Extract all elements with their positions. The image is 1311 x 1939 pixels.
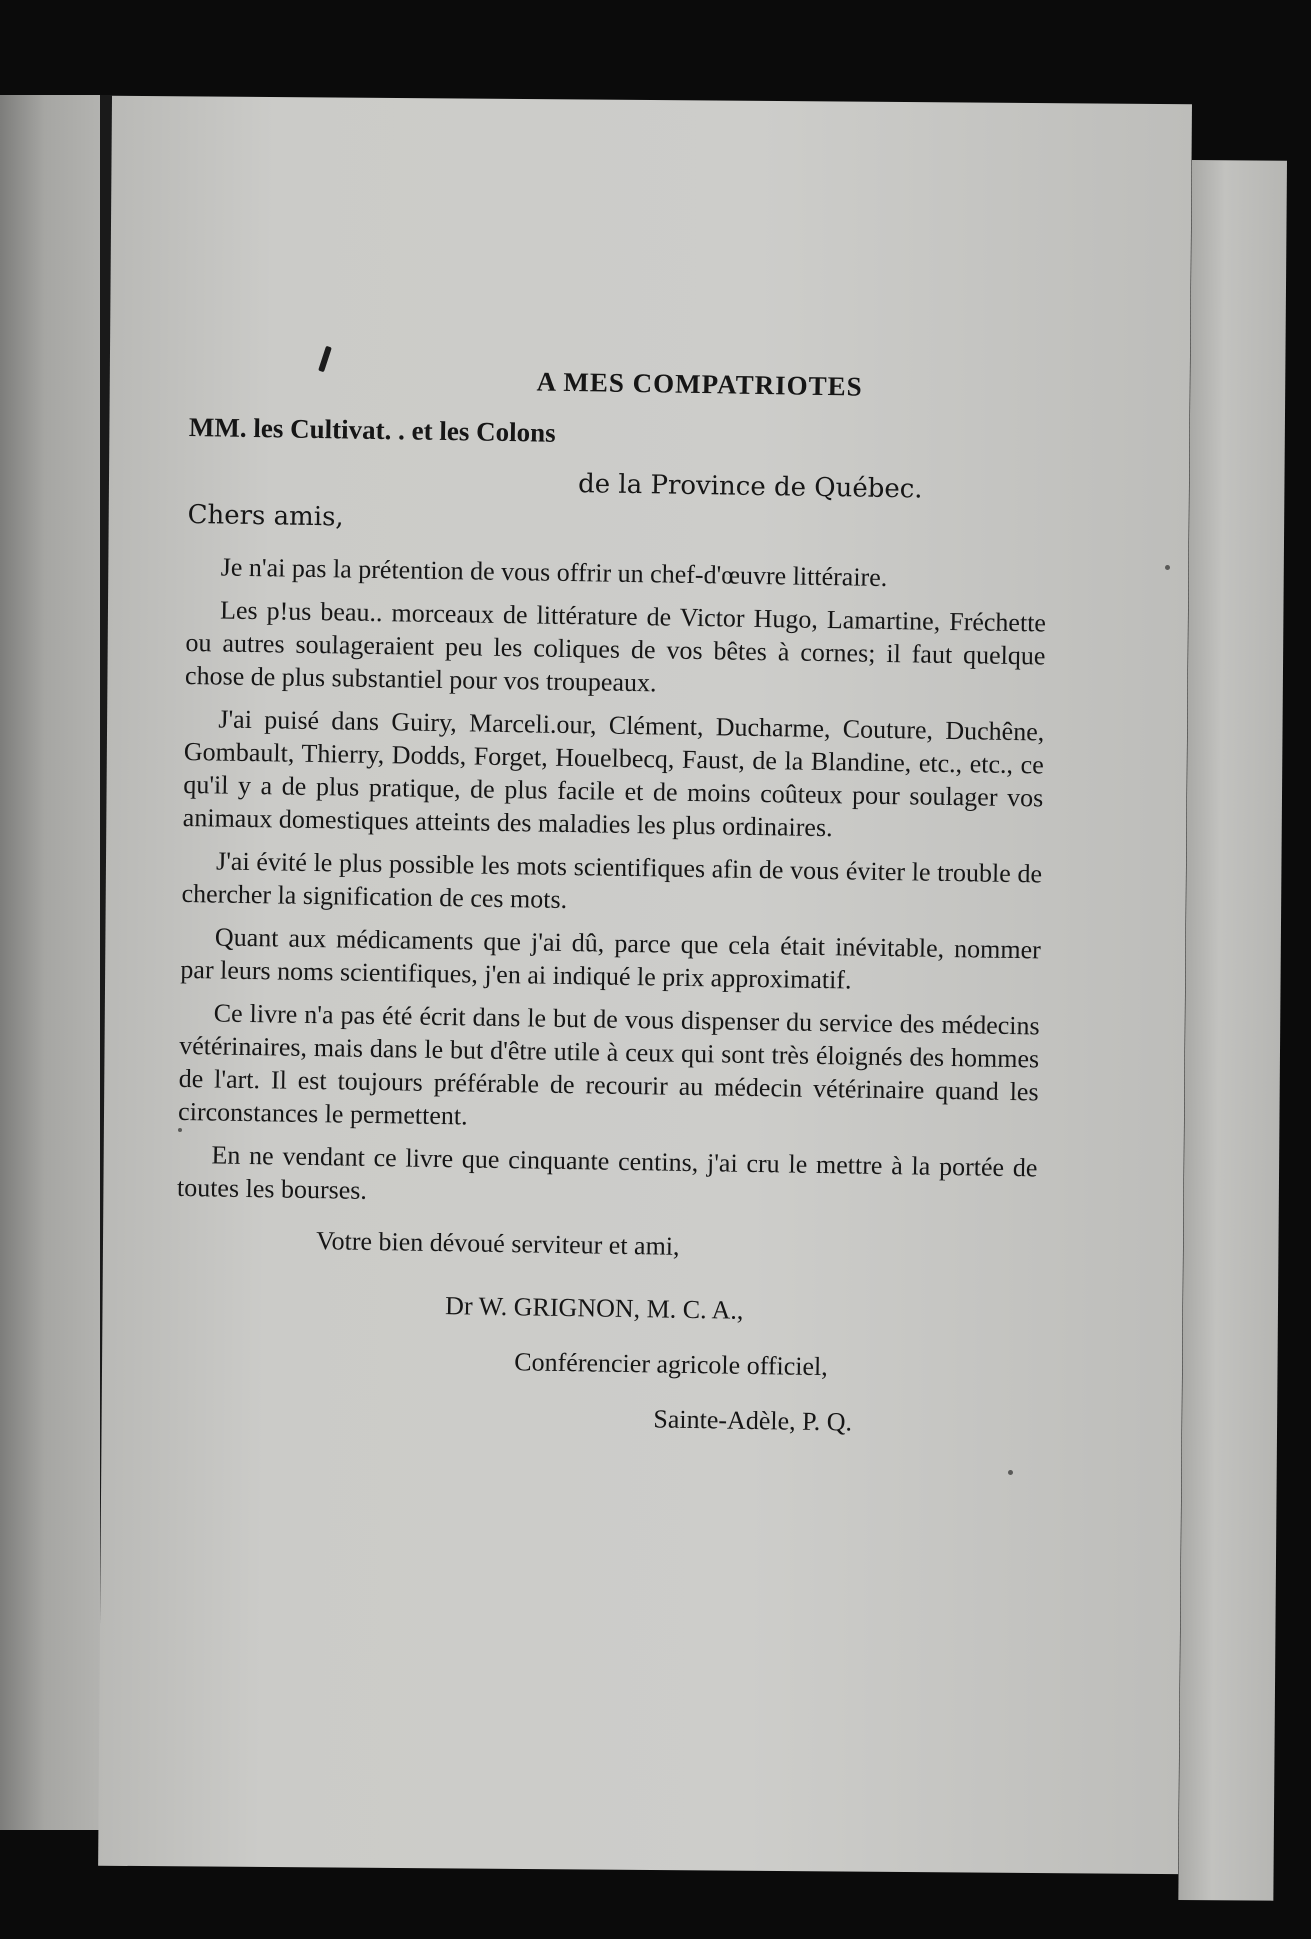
addressee-province: de la Province de Québec. [577,469,923,505]
signer-place: Sainte-Adèle, P. Q. [653,1404,853,1437]
closing: Votre bien dévoué serviteur et ami, [315,1226,680,1261]
paragraph: Quant aux médicaments que j'ai dû, parce que cela était inévitable, nommer par leurs noms scientifiques, j'en ai indiqué le prix approximatif. [180,922,1042,995]
letter-body [173,360,1050,1441]
right-page-stack [1178,160,1287,1901]
page-speck [1165,565,1170,570]
page-speck [1008,1470,1013,1475]
paragraph: J'ai puisé dans Guiry, Marceli.our, Clément, Ducharme, Couture, Duchêne, Gombault, Thierry, Dodds, Forget, Houelbecq, Faust, de la Blandine, etc., etc., ce qu'il y a de plus pratique, de plus facile et de moins coûteux pour soulager vos animaux domestiques atteints des maladies les plus ordinaires. [182,704,1045,843]
left-page-edge [0,95,100,1830]
paragraph: J'ai évité le plus possible les mots scientifiques afin de vous éviter le trouble de chercher la signification de ces mots. [181,846,1043,914]
addressee-line: MM. les Cultivat. . et les Colons [188,411,556,448]
signature: Dr W. GRIGNON, M. C. A., [444,1291,744,1325]
paragraph: Je n'ai pas la prétention de vous offrir un chef-d'œuvre littéraire. [220,552,888,592]
letter-heading: A MES COMPATRIOTES [536,366,863,402]
paragraph: En ne vendant ce livre que cinquante centins, j'ai cru le mettre à la portée de toutes les bourses. [176,1140,1038,1205]
paragraph: Ce livre n'a pas été écrit dans le but de vous dispenser du service des médecins vétérinaires, mais dans le but d'être utile à ceux qui sont très éloignés des hommes de l'art. Il est toujours préférable de recourir au médecin vétérinaire quand les circonstances le permettent. [177,998,1040,1131]
salutation: Chers amis, [187,499,344,533]
paragraph: Les p!us beau.. morceaux de littérature de Victor Hugo, Lamartine, Fréchette ou autres soulageraient peu les coliques de vos bêtes à cornes; il faut quelque chose de plus substantiel pour vos troupeaux. [184,595,1047,698]
signer-title: Conférencier agricole officiel, [514,1347,829,1382]
